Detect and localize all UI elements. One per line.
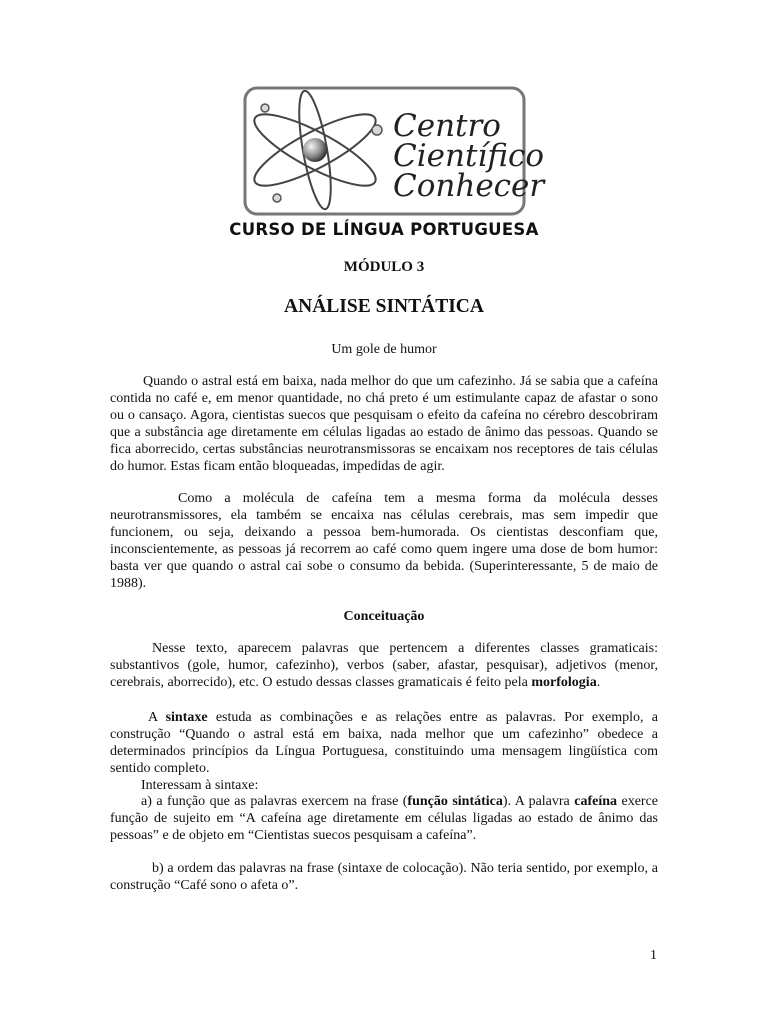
paragraph-3-end: . <box>596 675 601 690</box>
electron-icon <box>261 104 269 112</box>
term-sintaxe: sintaxe <box>165 710 208 725</box>
electron-icon <box>273 194 281 202</box>
paragraph-6-mid: ). A palavra <box>502 794 575 809</box>
logo <box>243 86 545 216</box>
paragraph-6 <box>110 793 658 844</box>
paragraph-6-end: exerce função de sujeito em “A cafeína age diretamente em células ligadas ao estado de ânimo das pessoas” e de objeto em “Cientistas suecos pesquisam a cafeína”. <box>110 794 659 843</box>
paragraph-5: Interessam à sintaxe: <box>141 778 259 793</box>
logo-line1: Centro <box>393 108 501 144</box>
term-cafeina: cafeína <box>574 794 618 809</box>
page-number: 1 <box>650 948 657 963</box>
term-funcao-sintatica: função sintática <box>407 794 503 809</box>
paragraph-7: b) a ordem das palavras na frase (sintaxe de colocação). Não teria sentido, por exemplo, a construção “Café sono o afeta o”. <box>110 861 658 893</box>
paragraph-3-text: Nesse texto, aparecem palavras que pertencem a diferentes classes gramaticais: substantivos (gole, humor, cafezinho), verbos (saber, afastar, pesquisar), adjetivos (menor, cerebrais, aborrecido), etc. O estudo dessas classes gramaticais é feito pela <box>110 641 658 690</box>
term-morfologia: morfologia <box>531 675 597 690</box>
module-label: MÓDULO 3 <box>343 259 425 275</box>
paragraph-4-text: estuda as combinações e as relações entre as palavras. Por exemplo, a construção “Quando o astral está em baixa, nada melhor que um cafezinho” obedece a determinados princípios da Língua Portuguesa, constituindo uma mensagem lingüística com sentido completo. <box>110 710 658 776</box>
nucleus-icon <box>303 138 327 162</box>
paragraph-4 <box>110 709 658 777</box>
logo-graphic <box>243 86 545 216</box>
chapter-title: ANÁLISE SINTÁTICA <box>284 296 484 317</box>
logo-line2: Científico <box>393 138 545 174</box>
text-title: Um gole de humor <box>331 342 437 357</box>
logo-line3: Conhecer <box>393 168 545 204</box>
paragraph-2: Como a molécula de cafeína tem a mesma forma da molécula desses neurotransmissores, ela também se encaixa nas células cerebrais, mas sem impedir que funcionem, ou seja, deixando a pessoa bem-humorada. Os cientistas desconfiam que, inconscientemente, as pessoas já recorrem ao café como quem ingere uma dose de bom humor: basta ver que quando o astral cai sobe o consumo da bebida. (Superinteressante, 5 de maio de 1988). <box>110 491 658 591</box>
paragraph-1: Quando o astral está em baixa, nada melhor do que um cafezinho. Já se sabia que a cafeína contida no café e, em menor quantidade, no chá preto é um estimulante capaz de afastar o sono ou o cansaço. Agora, cientistas suecos que pesquisam o efeito da cafeína no cérebro descobriram que a substância age diretamente em células ligadas ao estado de ânimo das pessoas. Quando se fica aborrecido, certas substâncias neurotransmissoras se encaixam nos receptores de tais células do humor. Estas ficam então bloqueadas, impedidas de agir. <box>110 374 658 474</box>
paragraph-3 <box>110 640 658 691</box>
electron-icon <box>372 125 382 135</box>
paragraph-6-start: a) a função que as palavras exercem na frase ( <box>141 794 408 809</box>
course-title: CURSO DE LÍNGUA PORTUGUESA <box>229 220 539 239</box>
section-title: Conceituação <box>343 609 425 624</box>
paragraph-4-start: A <box>148 710 166 725</box>
